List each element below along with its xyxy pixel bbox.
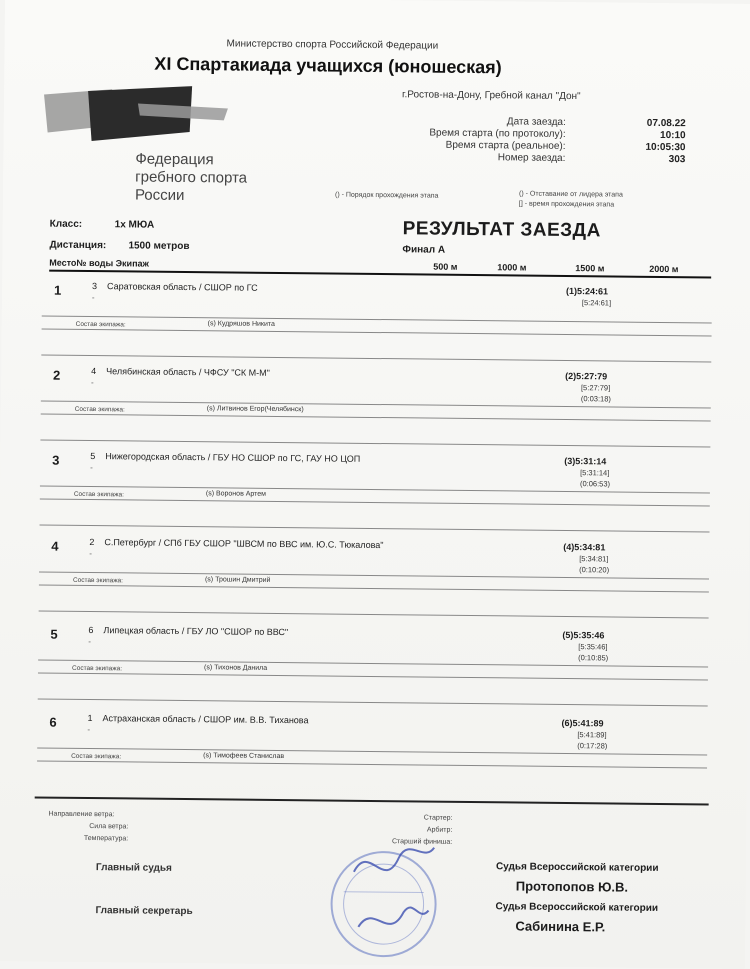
- divider: [42, 316, 712, 324]
- event-title: XI Спартакиада учащихся (юношеская): [154, 53, 502, 78]
- crew-rower: (s) Кудряшов Никита: [207, 320, 275, 328]
- crew-dash: -: [89, 549, 92, 559]
- crew-composition-label: Состав экипажа:: [71, 752, 122, 761]
- judge-category-2: Судья Всероссийской категории: [495, 901, 659, 914]
- crew-row: [39, 448, 710, 541]
- crew-team: Астраханская область / СШОР им. В.В. Тиханова: [102, 713, 309, 726]
- column-place-lane-crew: Место№ воды Экипаж: [49, 257, 150, 269]
- crew-finish-time: (4)5:34:81: [563, 541, 606, 553]
- class-value: 1х МЮА: [114, 219, 155, 231]
- crew-split: [5:35:46]: [578, 642, 608, 652]
- divider: [41, 413, 711, 421]
- divider: [38, 672, 708, 680]
- crew-row: [37, 710, 708, 803]
- column-500: 500 м: [433, 261, 458, 272]
- crew-place: 5: [50, 626, 58, 642]
- column-1500: 1500 м: [575, 263, 605, 274]
- crew-row: [41, 279, 712, 372]
- crew-dash: -: [91, 293, 95, 303]
- race-info-values: 07.08.22 10:10 10:05:30 303: [645, 117, 686, 166]
- crew-finish-time: (6)5:41:89: [561, 717, 604, 729]
- official-stamp-icon: [313, 831, 454, 962]
- crew-lane: 1: [87, 713, 93, 724]
- federation-name: Федерация гребного спорта России: [134, 150, 248, 204]
- crew-lane: 3: [91, 281, 98, 292]
- crew-gap: (0:03:18): [580, 394, 611, 404]
- divider: [39, 584, 709, 592]
- chief-secretary-label: Главный секретарь: [95, 905, 193, 918]
- race-info-labels: Дата заезда: Время старта (по протоколу): Время старта (реальное): Номер заезда:: [429, 116, 566, 164]
- divider: [37, 760, 707, 768]
- crew-row: [39, 534, 710, 627]
- crew-split: [5:31:14]: [580, 468, 610, 478]
- crew-row: [38, 622, 709, 715]
- crew-team: Саратовская область / СШОР по ГС: [106, 281, 258, 293]
- federation-logo-icon: [42, 84, 233, 146]
- crew-composition-label: Состав экипажа:: [72, 664, 123, 673]
- crew-place: 2: [53, 367, 61, 383]
- crew-composition-label: Состав экипажа:: [72, 576, 124, 585]
- crew-dash: -: [90, 378, 94, 388]
- crew-gap: (0:10:85): [578, 653, 609, 663]
- divider: [39, 610, 709, 618]
- legend-gap-time: () - Отставание от лидера этапа [] - время прохождения этапа: [518, 190, 623, 209]
- crew-place: 1: [53, 282, 62, 298]
- crew-rower: (s) Литвинов Егор(Челябинск): [206, 405, 304, 414]
- crew-team: Нижегородская область / ГБУ НО СШОР по ГС, ГАУ НО ЦОП: [105, 451, 361, 464]
- divider: [41, 354, 711, 362]
- weather-labels: Направление ветра: Сила ветра: Температура:: [48, 810, 129, 843]
- chief-judge-label: Главный судья: [95, 862, 172, 874]
- crew-lane: 4: [91, 366, 97, 377]
- divider: [40, 498, 710, 506]
- crew-gap: (0:06:53): [579, 479, 611, 489]
- crew-place: 6: [49, 714, 57, 730]
- venue: г.Ростов-на-Дону, Гребной канал "Дон": [402, 89, 581, 103]
- chief-secretary-name: Сабинина Е.Р.: [515, 918, 606, 935]
- officials-labels: Стартер: Арбитр: Старший финиша:: [391, 814, 453, 846]
- crew-split: [5:34:81]: [579, 554, 609, 564]
- crew-lane: 5: [90, 451, 96, 462]
- distance-label: Дистанция:: [49, 239, 107, 252]
- crew-rower: (s) Трошин Дмитрий: [204, 576, 271, 584]
- distance-value: 1500 метров: [128, 240, 190, 253]
- crew-dash: -: [90, 463, 93, 473]
- crew-split: [5:24:61]: [581, 298, 612, 308]
- ministry-line: Министерство спорта Российской Федерации: [226, 38, 439, 52]
- crew-rower: (s) Воронов Артем: [205, 490, 267, 498]
- class-label: Класс:: [49, 218, 83, 230]
- judge-category-1: Судья Всероссийской категории: [495, 861, 659, 874]
- crew-finish-time: (1)5:24:61: [565, 285, 609, 297]
- crew-composition-label: Состав экипажа:: [73, 490, 124, 499]
- crew-team: С.Петербург / СПб ГБУ СШОР "ШВСМ по ВВС им. Ю.С. Тюкалова": [104, 537, 384, 551]
- divider: [40, 439, 710, 447]
- chief-judge-name: Протопопов Ю.В.: [515, 878, 629, 895]
- crew-place: 4: [51, 538, 59, 554]
- crew-finish-time: (5)5:35:46: [562, 629, 605, 641]
- crew-lane: 6: [88, 625, 94, 636]
- legend-order: () - Порядок прохождения этапа: [334, 191, 439, 200]
- crew-composition-label: Состав экипажа:: [75, 320, 126, 329]
- result-title: РЕЗУЛЬТАТ ЗАЕЗДА: [402, 218, 601, 242]
- crew-finish-time: (3)5:31:14: [564, 455, 607, 467]
- divider: [40, 524, 710, 532]
- crew-rower: (s) Тимофеев Станислав: [203, 752, 285, 761]
- column-2000: 2000 м: [649, 263, 679, 275]
- crew-gap: (0:17:28): [577, 741, 608, 751]
- crew-place: 3: [52, 452, 60, 468]
- crew-dash: -: [87, 725, 91, 735]
- crew-dash: -: [88, 637, 92, 647]
- crew-lane: 2: [89, 537, 95, 548]
- crew-composition-label: Состав экипажа:: [74, 405, 125, 414]
- column-1000: 1000 м: [497, 262, 527, 273]
- crew-finish-time: (2)5:27:79: [565, 370, 608, 382]
- crew-gap: (0:10:20): [579, 565, 610, 575]
- crew-team: Липецкая область / ГБУ ЛО "СШОР по ВВС": [103, 625, 289, 638]
- results-column-header: [49, 258, 711, 279]
- crew-row: [40, 363, 711, 456]
- divider: [38, 698, 708, 706]
- crew-split: [5:27:79]: [580, 383, 611, 393]
- crew-split: [5:41:89]: [577, 730, 607, 740]
- crew-team: Челябинская область / ЧФСУ "СК М-М": [106, 366, 270, 378]
- divider: [42, 329, 712, 337]
- crew-rower: (s) Тихонов Данила: [204, 664, 268, 672]
- final-label: Финал А: [402, 244, 446, 256]
